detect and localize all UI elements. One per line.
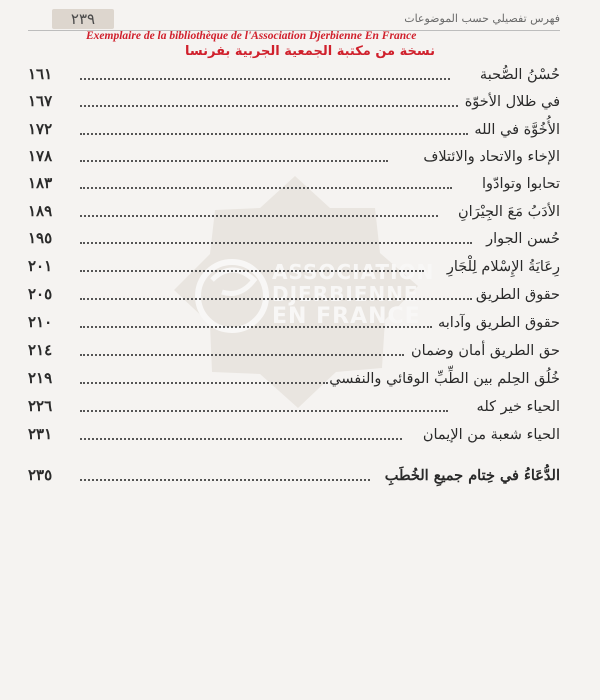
toc-title: حُسن الجوار [486,231,560,247]
toc-page: ٢٣٥ [28,466,53,484]
toc-entry[interactable] [28,281,560,305]
toc-title: الأُخُوَّة في الله [474,122,560,138]
toc-entry[interactable] [28,365,560,389]
toc-title: الحياء خير كله [476,399,560,415]
toc-page: ١٩٥ [28,229,53,247]
toc-entry[interactable] [28,337,560,361]
watermark-line-2: DJERBIENNE [272,282,419,306]
dot-leader [80,133,468,135]
toc-page: ١٧٨ [28,147,53,165]
dot-leader [80,215,438,217]
dot-leader [80,479,370,481]
toc-entry[interactable] [28,198,560,222]
toc-title: تحابوا وتوادّوا [481,176,560,192]
toc-page: ٢٢٦ [28,397,53,415]
toc-title: الحياء شعبة من الإيمان [422,427,560,443]
toc-page: ٢٠١ [28,257,53,275]
toc-entry[interactable] [28,225,560,249]
toc-page: ٢١٠ [28,313,53,331]
dot-leader [80,160,388,162]
toc-page: ١٦١ [28,65,53,83]
watermark-line-3: EN FRANCE [272,304,421,329]
toc-entry[interactable] [28,88,560,112]
toc-title: رِعَايَةُ الإِسْلام لِلْجَارِ [446,259,560,275]
dot-leader [80,438,402,440]
toc-title: حقوق الطريق وآدابه [437,315,560,331]
dot-leader [80,105,458,107]
toc-title: حق الطريق أمان وضمان [411,343,560,359]
toc-title: في ظلال الأخوّة [464,94,560,110]
dot-leader [80,242,472,244]
toc-entry[interactable] [28,309,560,333]
dot-leader [80,354,404,356]
toc-title: حُسْنُ الصُّحبة [479,67,560,83]
toc-page: ١٦٧ [28,92,53,110]
dot-leader [80,410,448,412]
toc-entry[interactable] [28,61,560,85]
toc-title: خُلُق الحِلم بين الطِّبِّ الوقائي والنفسي [329,371,560,387]
library-stamp-french: Exemplaire de la bibliothèque de l'Association Djerbienne En France [86,30,417,42]
toc-entry[interactable] [28,116,560,140]
dot-leader [80,78,450,80]
toc-page: ٢٠٥ [28,285,53,303]
toc-title: حقوق الطريق [475,287,560,303]
toc-entry[interactable] [28,253,560,277]
toc-page: ١٨٣ [28,174,53,192]
dot-leader [80,382,328,384]
toc-title: الدُّعَاءُ في خِتام جميعِ الخُطَبِ [384,467,560,484]
toc-title: الإخاء والاتحاد والائتلاف [423,149,560,165]
dot-leader [80,187,452,189]
toc-entry[interactable] [28,462,560,486]
toc-entry[interactable] [28,170,560,194]
toc-entry[interactable] [28,393,560,417]
dot-leader [80,270,424,272]
running-title: فهرس تفصيلي حسب الموضوعات [404,12,560,25]
dot-leader [80,326,432,328]
dot-leader [80,298,472,300]
toc-entry[interactable] [28,421,560,445]
toc-page: ٢١٤ [28,341,53,359]
watermark-line-1: ASSOCIATION [272,260,435,284]
toc-page: ٢٣١ [28,425,53,443]
toc-page: ١٨٩ [28,202,53,220]
library-stamp-arabic: نسخة من مكتبة الجمعية الجربية بفرنسا [185,44,435,59]
toc-title: الأدَبُ مَعَ الجِيْرَانِ [458,204,560,220]
toc-page: ١٧٢ [28,120,53,138]
toc-entry[interactable] [28,143,560,167]
toc-page: ٢١٩ [28,369,53,387]
page-number: ٢٣٩ [52,9,114,29]
